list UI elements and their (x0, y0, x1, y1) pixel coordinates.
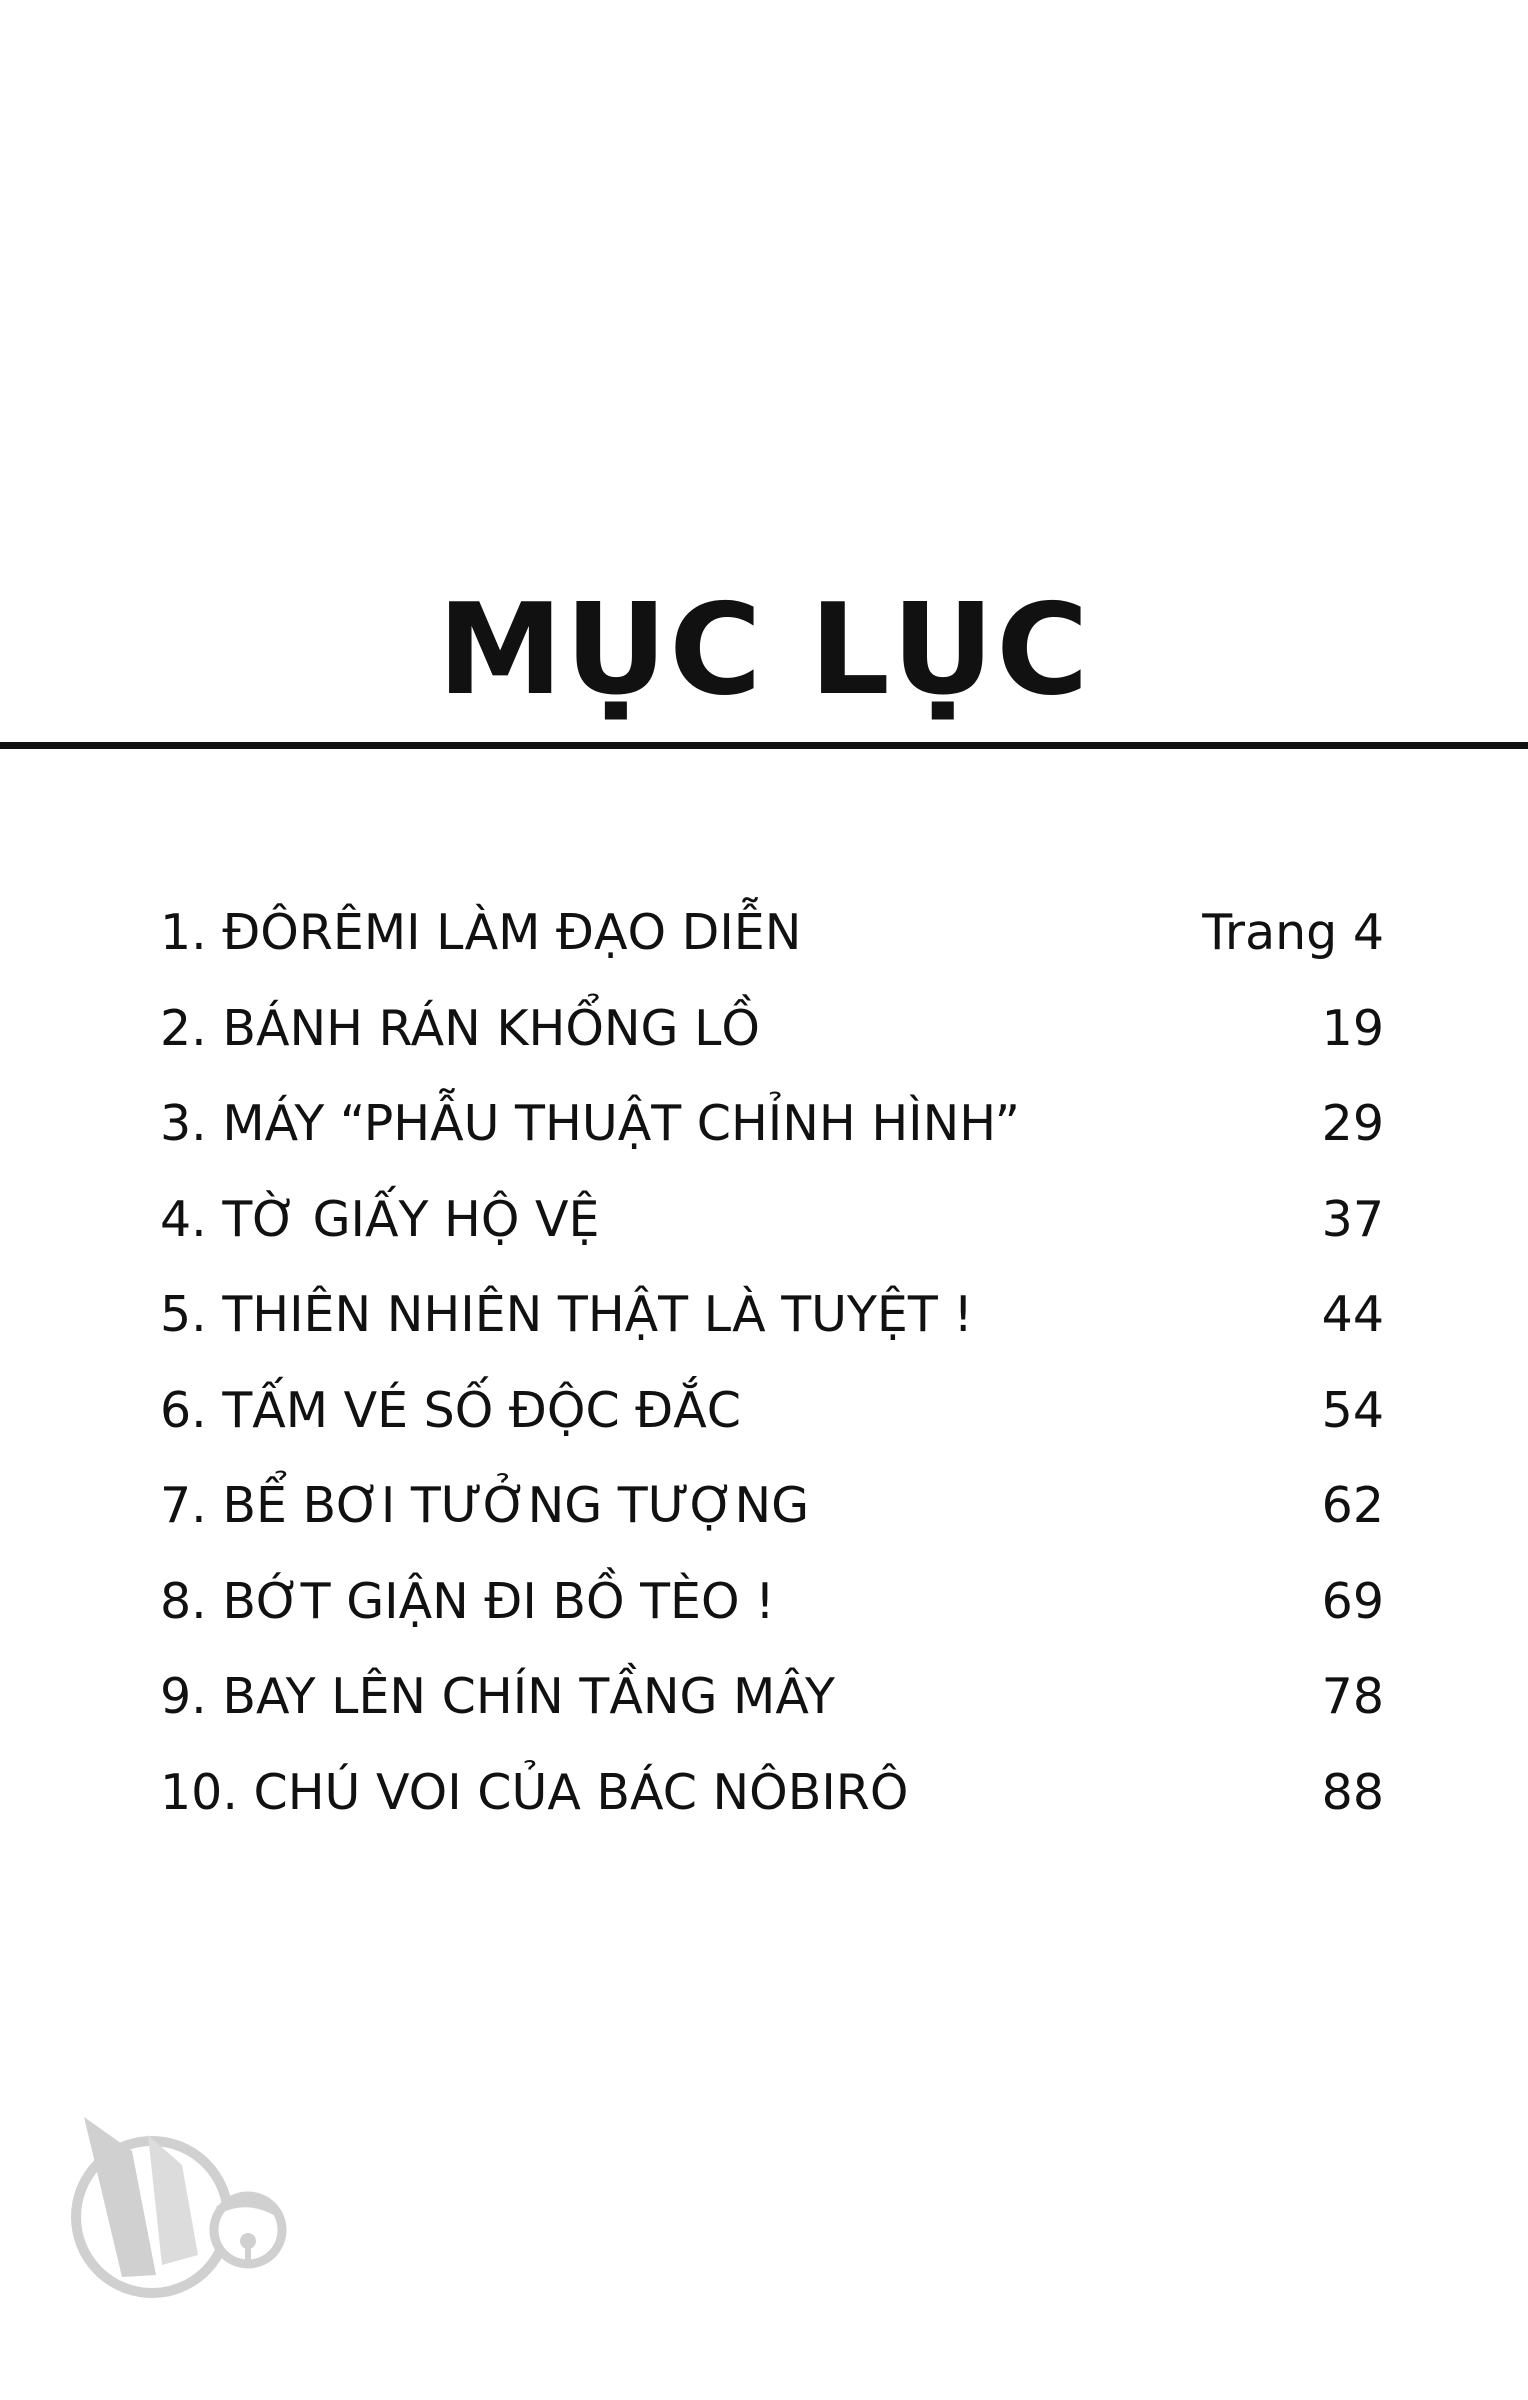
toc-item-title: 10. CHÚ VOI CỦA BÁC NÔBIRÔ (160, 1763, 909, 1821)
toc-item-title: 5. THIÊN NHIÊN THẬT LÀ TUYỆT ! (160, 1286, 974, 1343)
toc-item-page: 44 (1321, 1286, 1384, 1343)
watermark-logo-icon (70, 2105, 300, 2305)
toc-item[interactable] (160, 1172, 1384, 1268)
toc-item-page: 69 (1321, 1572, 1384, 1630)
toc-item[interactable] (160, 1745, 1384, 1841)
toc-item-title: 7. BỂ BƠI TƯỞNG TƯỢNG (160, 1477, 810, 1534)
toc-item[interactable] (160, 981, 1384, 1077)
toc-item-title: 6. TẤM VÉ SỐ ĐỘC ĐẮC (160, 1381, 741, 1439)
toc-item-page: 19 (1321, 999, 1384, 1057)
toc-item-title: 4. TỜ GIẤY HỘ VỆ (160, 1190, 600, 1248)
toc-item-title: 2. BÁNH RÁN KHỔNG LỒ (160, 999, 760, 1057)
toc-item[interactable] (160, 1267, 1384, 1363)
toc-item[interactable] (160, 885, 1384, 981)
toc-item-page: 78 (1321, 1668, 1384, 1725)
toc-item[interactable] (160, 1363, 1384, 1459)
page-title: MỤC LỤC (437, 576, 1091, 723)
toc-item-title: 1. ĐÔRÊMI LÀM ĐẠO DIỄN (160, 904, 802, 961)
toc-item-page: 62 (1321, 1477, 1384, 1534)
toc-item-page: 29 (1321, 1095, 1384, 1152)
toc-item-title: 9. BAY LÊN CHÍN TẦNG MÂY (160, 1668, 835, 1725)
toc-item-page: Trang 4 (1202, 904, 1384, 961)
toc-item[interactable] (160, 1554, 1384, 1650)
toc-item-title: 3. MÁY “PHẪU THUẬT CHỈNH HÌNH” (160, 1095, 1020, 1152)
toc-item-page: 37 (1321, 1190, 1384, 1248)
title-divider (0, 742, 1528, 749)
toc-item-title: 8. BỚT GIẬN ĐI BỒ TÈO ! (160, 1572, 775, 1630)
toc-item[interactable] (160, 1649, 1384, 1745)
toc-item[interactable] (160, 1076, 1384, 1172)
toc-item-page: 54 (1321, 1381, 1384, 1439)
table-of-contents (160, 885, 1384, 1840)
toc-item-page: 88 (1321, 1763, 1384, 1821)
toc-item[interactable] (160, 1458, 1384, 1554)
